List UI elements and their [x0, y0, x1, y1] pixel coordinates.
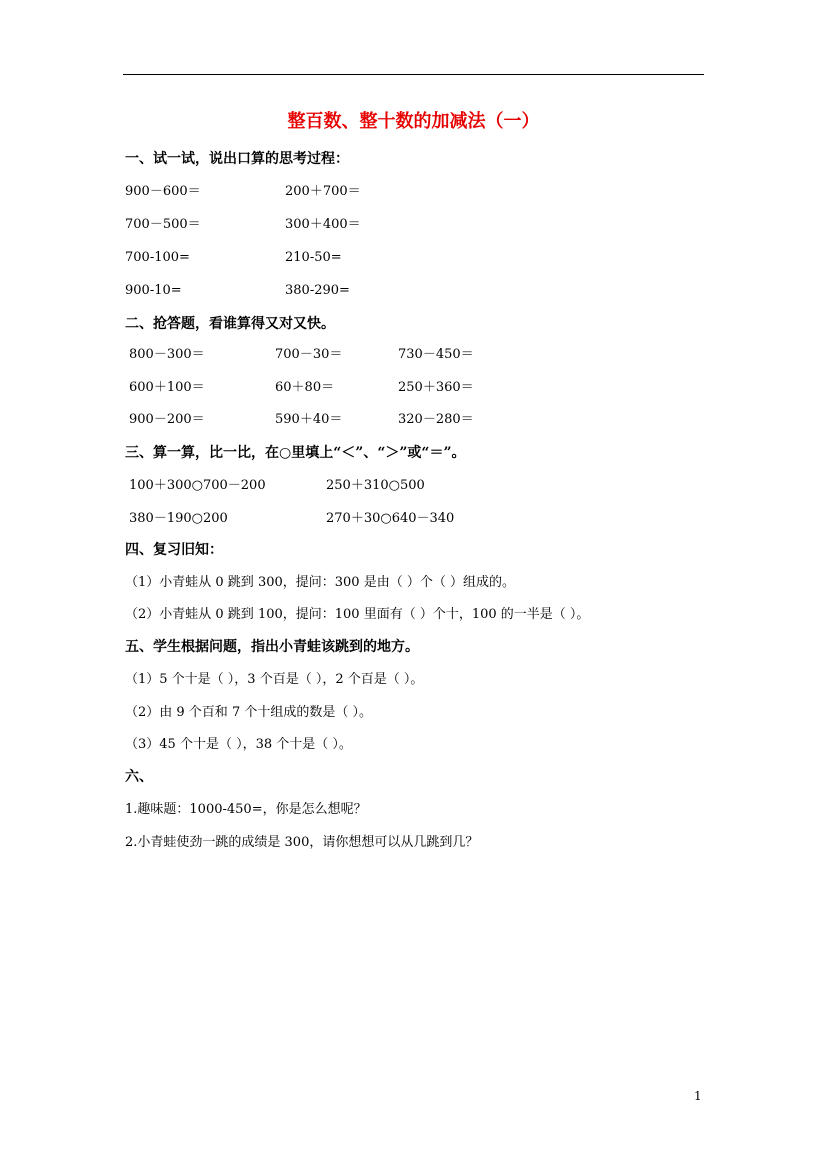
question-item: （2）小青蛙从 0 跳到 100，提问：100 里面有（ ）个十，100 的一半是（ ）。	[125, 607, 590, 622]
problem: 900－200＝	[129, 412, 205, 427]
problem: 200＋700＝	[285, 184, 361, 199]
comparison-problem: 250＋310○500	[326, 478, 425, 493]
problem: 250＋360＝	[398, 380, 474, 395]
question-item: （1）小青蛙从 0 跳到 300，提问：300 是由（ ）个（ ）组成的。	[125, 575, 515, 590]
section-2-heading: 二、抢答题，看谁算得又对又快。	[125, 316, 335, 332]
question-item: 2.小青蛙使劲一跳的成绩是 300，请你想想可以从几跳到几？	[125, 835, 479, 850]
problem: 380-290=	[285, 283, 350, 298]
problem: 700－30＝	[275, 347, 343, 362]
section-1-heading: 一、试一试，说出口算的思考过程：	[125, 151, 349, 167]
comparison-problem: 270＋30○640－340	[326, 511, 455, 526]
section-5-heading: 五、学生根据问题，指出小青蛙该跳到的地方。	[125, 639, 419, 655]
header-rule	[123, 74, 704, 75]
problem: 600＋100＝	[129, 380, 205, 395]
problem: 900－600＝	[125, 184, 201, 199]
problem: 700-100=	[125, 250, 190, 265]
question-item: （2）由 9 个百和 7 个十组成的数是（ ）。	[125, 705, 372, 720]
question-item: （1）5 个十是（ ），3 个百是（ ），2 个百是（ ）。	[125, 672, 424, 687]
page-number: 1	[694, 1089, 702, 1103]
question-item: 1.趣味题：1000-450=，你是怎么想呢？	[125, 802, 367, 817]
problem: 210-50=	[285, 250, 342, 265]
problem: 800－300＝	[129, 347, 205, 362]
worksheet-title: 整百数、整十数的加减法（一）	[287, 111, 540, 132]
problem: 700－500＝	[125, 217, 201, 232]
comparison-problem: 380－190○200	[129, 511, 228, 526]
section-4-heading: 四、复习旧知：	[125, 542, 223, 558]
problem: 730－450＝	[398, 347, 474, 362]
problem: 590＋40＝	[275, 412, 343, 427]
problem: 900-10=	[125, 283, 182, 298]
problem: 60＋80＝	[275, 380, 335, 395]
section-3-heading: 三、算一算，比一比，在○里填上“＜”、“＞”或“＝”。	[125, 445, 466, 461]
section-6-heading: 六、	[125, 769, 153, 785]
problem: 320－280＝	[398, 412, 474, 427]
problem: 300＋400＝	[285, 217, 361, 232]
question-item: （3）45 个十是（ ），38 个十是（ ）。	[125, 737, 352, 752]
comparison-problem: 100＋300○700－200	[129, 478, 266, 493]
